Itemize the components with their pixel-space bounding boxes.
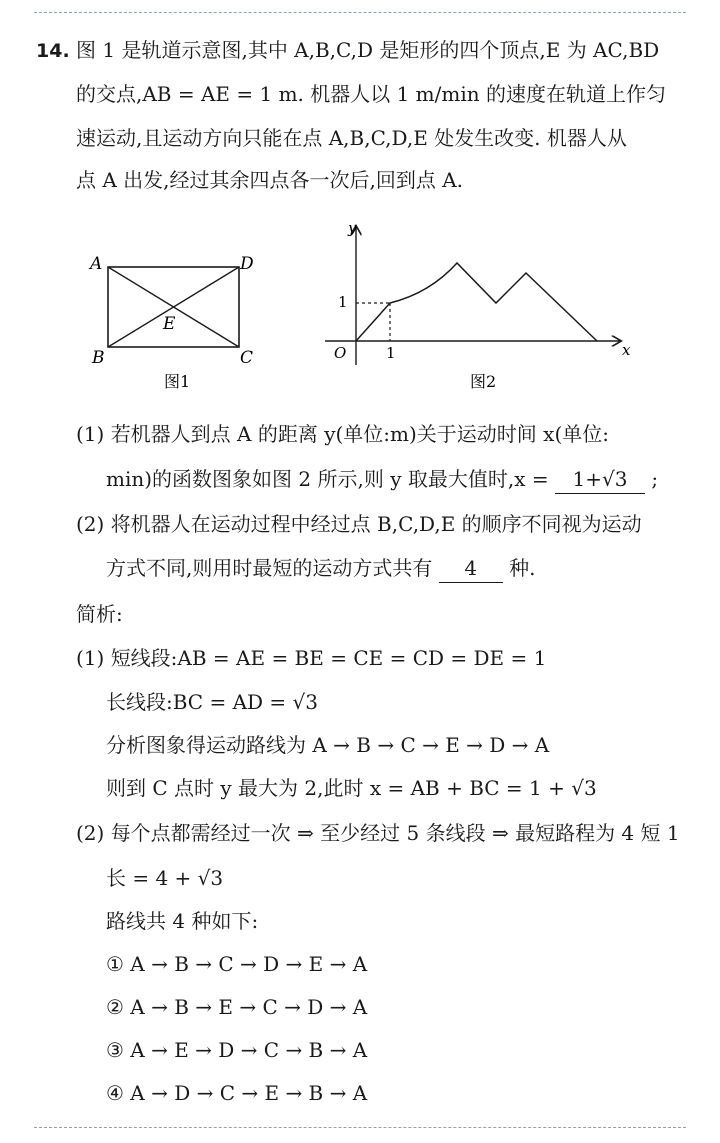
- problem-number: 14.: [36, 40, 70, 62]
- stem-text-1: 图 1 是轨道示意图,其中 A,B,C,D 是矩形的四个顶点,E 为 AC,BD: [76, 38, 660, 62]
- y-axis-label: y: [348, 219, 357, 237]
- top-dashed-divider: [34, 12, 686, 13]
- problem-stem-line-4: 点 A 出发,经过其余四点各一次后,回到点 A.: [76, 168, 464, 192]
- solution-2-line-3: 路线共 4 种如下:: [106, 909, 259, 933]
- label-b: B: [92, 348, 105, 368]
- question-2-answer: 4: [439, 554, 503, 583]
- question-2-line-2: [106, 554, 535, 583]
- question-1-prefix: min)的函数图象如图 2 所示,则 y 取最大值时,x =: [106, 467, 549, 491]
- question-2-prefix: 方式不同,则用时最短的运动方式共有: [106, 556, 433, 580]
- figure-2-graph: [320, 215, 650, 395]
- distance-curve: [356, 263, 597, 341]
- solution-1-line-2: 长线段:BC = AD = √3: [106, 690, 319, 714]
- figure-2-caption: 图2: [470, 372, 497, 391]
- label-a: A: [90, 254, 103, 274]
- problem-stem-line-2: 的交点,AB = AE = 1 m. 机器人以 1 m/min 的速度在轨道上作匀: [76, 82, 666, 106]
- route-item: ④ A → D → C → E → B → A: [106, 1081, 368, 1105]
- solution-2-line-1: (2) 每个点都需经过一次 ⇒ 至少经过 5 条线段 ⇒ 最短路程为 4 短 1: [76, 821, 680, 845]
- label-c: C: [240, 348, 254, 368]
- question-1-suffix: ;: [651, 467, 659, 491]
- question-2-suffix: 种.: [509, 556, 536, 580]
- solution-1-line-1: (1) 短线段:AB = AE = BE = CE = CD = DE = 1: [76, 646, 547, 670]
- question-1-line-2: [106, 465, 658, 494]
- x-tick-1: 1: [386, 344, 396, 362]
- route-item: ③ A → E → D → C → B → A: [106, 1038, 368, 1062]
- origin-label: O: [334, 344, 347, 362]
- problem-stem-line-3: 速运动,且运动方向只能在点 A,B,C,D,E 处发生改变. 机器人从: [76, 126, 627, 150]
- route-item: ② A → B → E → C → D → A: [106, 995, 368, 1019]
- route-item: ① A → B → C → D → E → A: [106, 952, 368, 976]
- figure-1-caption: 图1: [164, 372, 191, 391]
- label-e: E: [163, 314, 176, 334]
- y-tick-1: 1: [338, 293, 348, 311]
- solution-heading: 简析:: [76, 602, 123, 626]
- problem-stem-line-1: [36, 36, 659, 65]
- question-2-line-1: (2) 将机器人在运动过程中经过点 B,C,D,E 的顺序不同视为运动: [76, 512, 642, 536]
- solution-1-line-4: 则到 C 点时 y 最大为 2,此时 x = AB + BC = 1 + √3: [106, 776, 597, 800]
- bottom-dashed-divider: [34, 1127, 686, 1128]
- figure-1-rectangle-diagram: [80, 245, 270, 395]
- x-axis-label: x: [622, 341, 631, 359]
- solution-2-line-2: 长 = 4 + √3: [106, 866, 224, 890]
- label-d: D: [240, 254, 254, 274]
- question-1-answer: 1+√3: [555, 465, 645, 494]
- solution-1-line-3: 分析图象得运动路线为 A → B → C → E → D → A: [106, 733, 550, 757]
- question-1-line-1: (1) 若机器人到点 A 的距离 y(单位:m)关于运动时间 x(单位:: [76, 422, 609, 446]
